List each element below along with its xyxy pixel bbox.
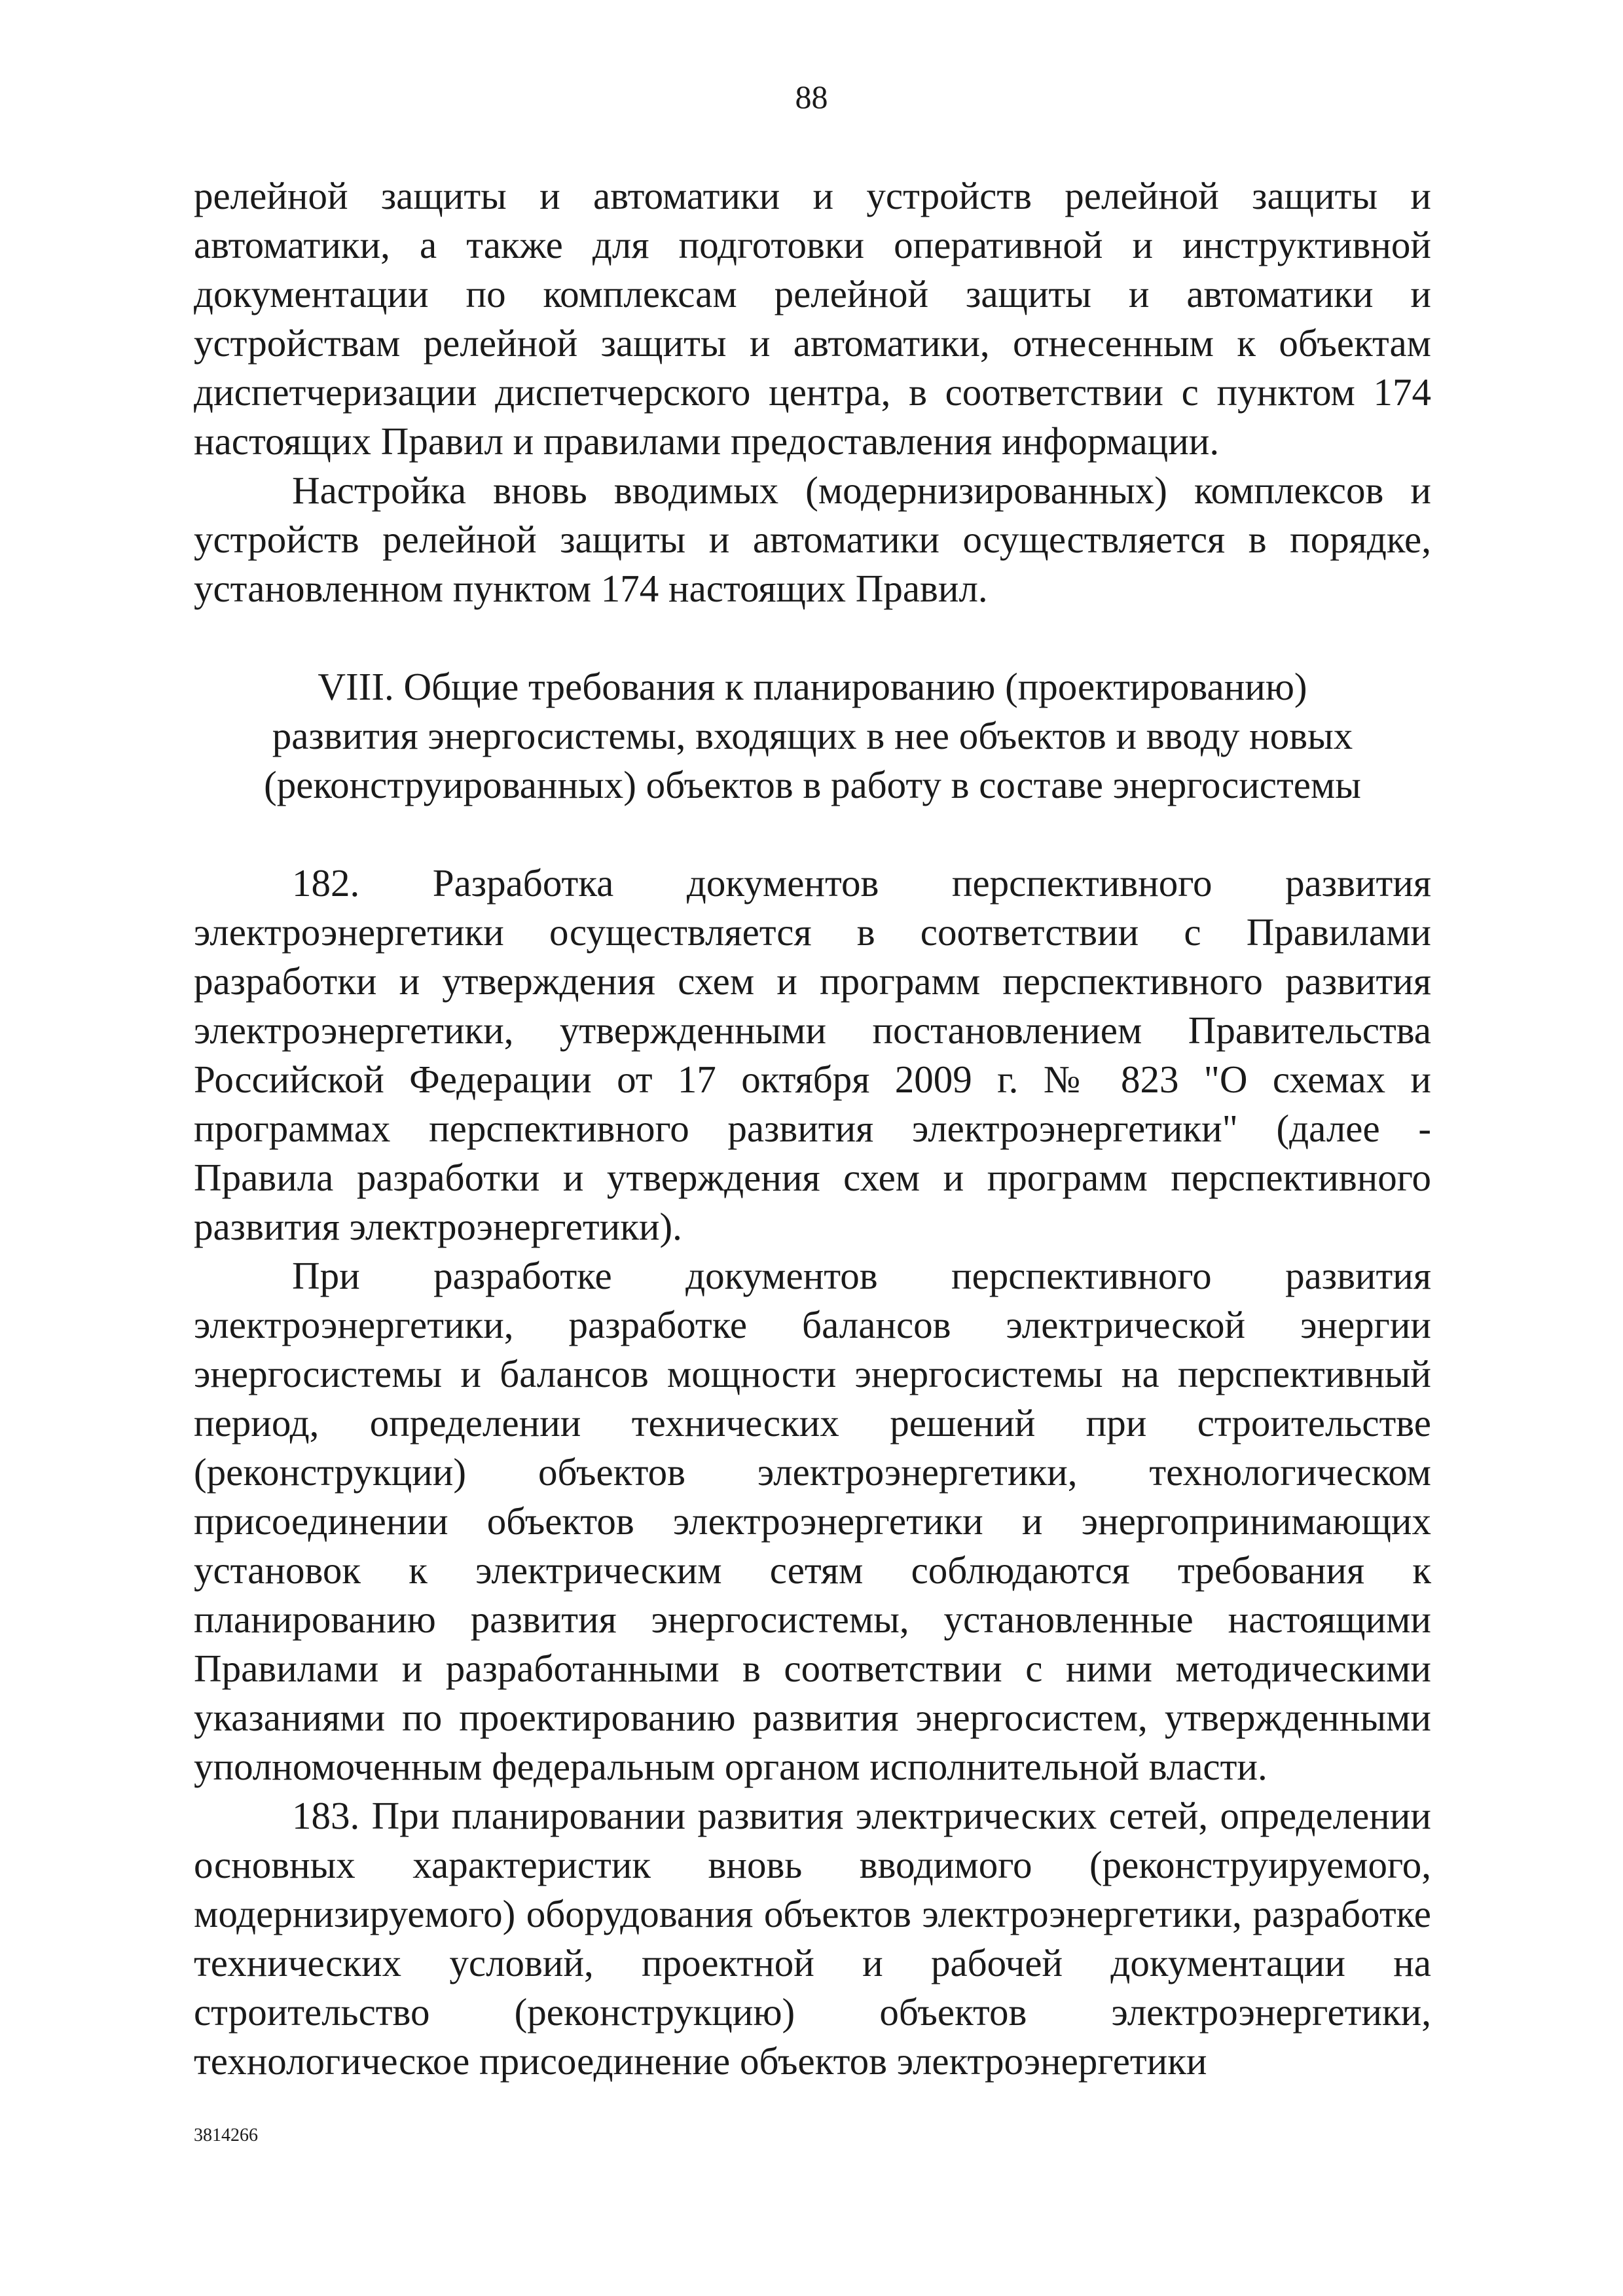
paragraph-continuation: релейной защиты и автоматики и устройств релейной защиты и автоматики, а также для подготовки оперативной и инструктивной документации по комплексам релейной защиты и автоматики и устройствам релейной защиты и автоматики, отнесенным к объектам диспетчеризации диспетчерского центра, в соответствии с пунктом 174 настоящих Правил и правилами предоставления информации. (194, 174, 1431, 463)
page-number: 88 (795, 79, 828, 115)
section-heading-line: VIII. Общие требования к планированию (проектированию) (318, 665, 1307, 708)
paragraph-183: 183. При планировании развития электрических сетей, определении основных характеристик вновь вводимого (реконструируемого, модернизируемого) оборудования объектов электроэнергетики, разработке технических условий, проектной и рабочей документации на строительство (реконструкцию) объектов электроэнергетики, технологическое присоединение объектов электроэнергетики (194, 1794, 1431, 2083)
paragraph-182: 182. Разработка документов перспективного развития электроэнергетики осуществляется в соответствии с Правилами разработки и утверждения схем и программ перспективного развития электроэнергетики, утвержденными постановлением Правительства Российской Федерации от 17 октября 2009 г. № 823 "О схемах и программах перспективного развития электроэнергетики" (далее - Правила разработки и утверждения схем и программ перспективного развития электроэнергетики). (194, 861, 1431, 1248)
document-body (194, 171, 1431, 2086)
section-heading-line: развития энергосистемы, входящих в нее объектов и вводу новых (272, 714, 1353, 757)
document-id: 3814266 (194, 2125, 258, 2145)
section-heading-line: (реконструированных) объектов в работу в составе энергосистемы (264, 763, 1361, 806)
paragraph-setup: Настройка вновь вводимых (модернизированных) комплексов и устройств релейной защиты и автоматики осуществляется в порядке, установленном пунктом 174 настоящих Правил. (194, 469, 1431, 610)
section-heading (194, 662, 1431, 810)
paragraph-development: При разработке документов перспективного развития электроэнергетики, разработке балансов электрической энергии энергосистемы и балансов мощности энергосистемы на перспективный период, определении технических решений при строительстве (реконструкции) объектов электроэнергетики, технологическом присоединении объектов электроэнергетики и энергопринимающих установок к электрическим сетям соблюдаются требования к планированию развития энергосистемы, установленные настоящими Правилами и разработанными в соответствии с ними методическими указаниями по проектированию развития энергосистем, утвержденными уполномоченным федеральным органом исполнительной власти. (194, 1254, 1431, 1788)
